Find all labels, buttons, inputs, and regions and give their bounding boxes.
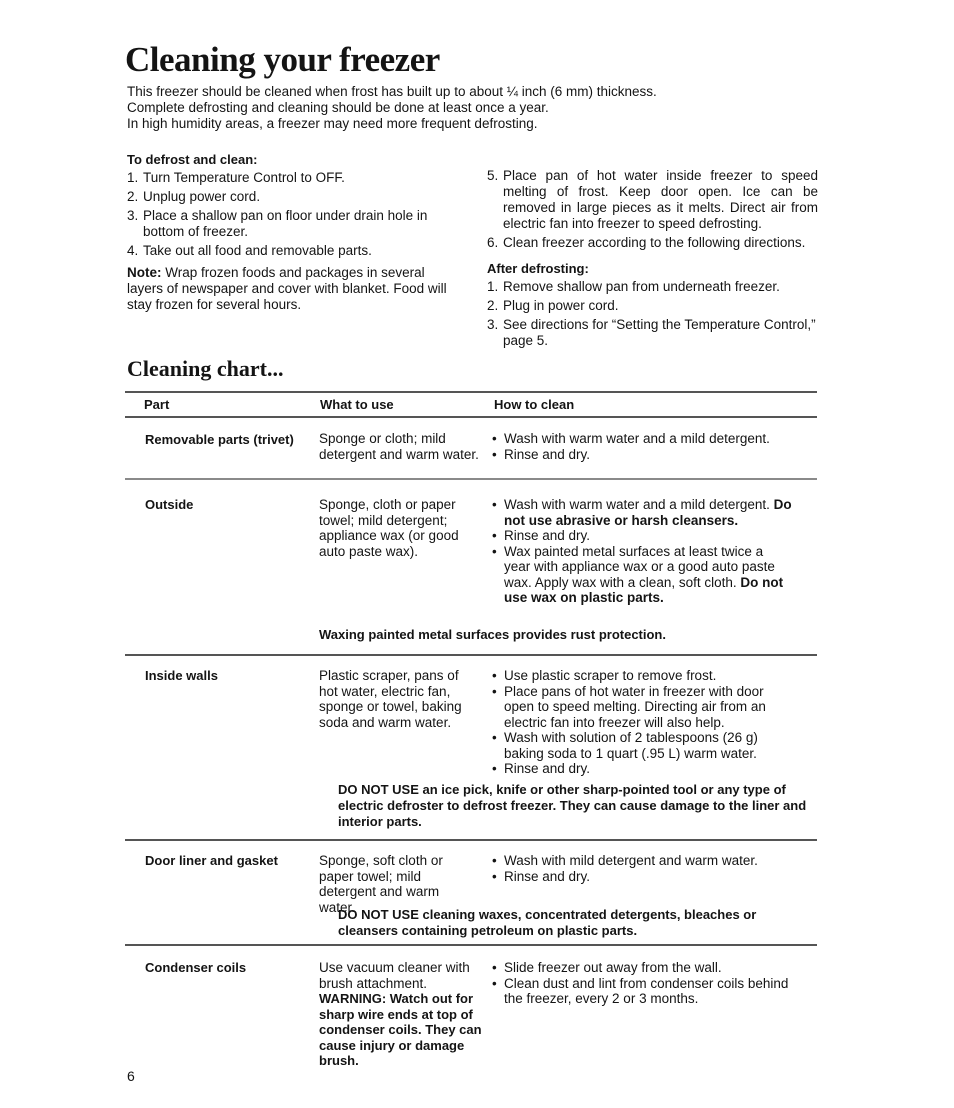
condenser-warning: WARNING: Watch out for sharp wire ends at top of condenser coils. They can cause injury or damage brush. [319,991,482,1068]
defrost-section [127,152,463,313]
defrost-heading: To defrost and clean: [127,152,258,167]
list-item [127,208,463,240]
step-text: Unplug power cord. [143,189,261,204]
row-how-condenser [492,960,802,1007]
list-item: • Clean dust and lint from condenser coils behind the freezer, every 2 or 3 months. [492,976,802,1007]
intro-text [127,84,767,132]
after-steps [487,279,818,349]
divider [125,839,817,841]
row-what-condenser [319,960,484,1069]
divider [125,944,817,946]
step-text: Clean freezer according to the following directions. [503,235,806,250]
row-how-removable [492,431,792,462]
step-number: 2. [127,189,139,204]
after-heading: After defrosting: [487,261,589,276]
step-number: 1. [127,170,139,185]
row-part-outside: Outside [145,497,194,512]
list-item: • Rinse and dry. [492,528,792,544]
row-what-door: Sponge, soft cloth or paper towel; mild detergent and warm water. [319,853,443,915]
row-how-inside [492,668,792,777]
divider [125,478,817,480]
column-header-how: How to clean [494,397,575,412]
step-number: 3. [487,317,499,332]
warning-outside: Waxing painted metal surfaces provides rust protection. [319,627,666,642]
step-text: Place a shallow pan on floor under drain hole in bottom of freezer. [143,208,428,239]
list-item: • Slide freezer out away from the wall. [492,960,802,976]
list-item [127,243,463,259]
how-text: Wash with warm water and a mild detergent. [504,497,770,512]
step-number: 4. [127,243,139,258]
list-item [487,168,818,232]
step-text: Turn Temperature Control to OFF. [143,170,345,185]
defrost-steps-right [487,168,818,352]
list-item [487,298,818,314]
column-header-part: Part [144,397,170,412]
row-part-door: Door liner and gasket [145,853,278,868]
step-number: 3. [127,208,139,223]
column-header-what: What to use [320,397,394,412]
step-number: 2. [487,298,499,313]
note-text: Wrap frozen foods and packages in several layers of newspaper and cover with blanket. Food will stay frozen for several hours. [127,265,447,312]
row-what-removable: Sponge or cloth; mild detergent and warm water. [319,431,479,462]
intro-line: In high humidity areas, a freezer may need more frequent defrosting. [127,116,538,131]
list-item: • Wash with mild detergent and warm water. [492,853,792,869]
list-item: • Rinse and dry. [492,761,792,777]
step-text: Place pan of hot water inside freezer to speed melting of frost. Keep door open. Ice can be removed in large pieces as it melts. Direct air from electric fan into freezer to speed defrosting. [503,168,818,231]
row-what-inside: Plastic scraper, pans of hot water, electric fan, sponge or towel, baking soda and warm water. [319,668,462,730]
how-text: Wax painted metal surfaces at least twice a year with appliance wax or a good auto paste wax. Apply wax with a clean, soft cloth. [504,543,775,590]
note [127,265,463,313]
step-text: See directions for “Setting the Temperature Control,” page 5. [503,317,816,348]
step-text: Take out all food and removable parts. [143,243,372,258]
divider [125,416,817,418]
step-text: Remove shallow pan from underneath freezer. [503,279,780,294]
list-item: • Wash with warm water and a mild detergent. [492,431,792,447]
intro-line: This freezer should be cleaned when frost has built up to about ¼ inch (6 mm) thickness. [127,84,657,99]
defrost-steps-continued [487,168,818,251]
note-label: Note: [127,265,162,280]
what-text: Use vacuum cleaner with brush attachment. [319,960,470,991]
row-how-outside [492,497,792,606]
defrost-steps [127,170,463,259]
list-item [127,170,463,186]
row-part-removable: Removable parts (trivet) [145,432,294,447]
row-how-door [492,853,792,884]
row-part-condenser: Condenser coils [145,960,247,975]
chart-heading: Cleaning chart... [127,356,284,381]
list-item: • Rinse and dry. [492,447,792,463]
intro-line: Complete defrosting and cleaning should be done at least once a year. [127,100,549,115]
divider [125,654,817,656]
how-bold: Do not use abrasive or harsh cleansers. [504,497,792,528]
list-item: • Use plastic scraper to remove frost. [492,668,792,684]
list-item: • Place pans of hot water in freezer with door open to speed melting. Directing air from an electric fan into freezer will also help. [492,684,792,731]
step-number: 5. [487,168,499,183]
warning-inside: DO NOT USE an ice pick, knife or other sharp-pointed tool or any type of electric defroster to defrost freezer. They can cause damage to the liner and interior parts. [338,782,807,829]
step-number: 6. [487,235,499,250]
warning-door: DO NOT USE cleaning waxes, concentrated detergents, bleaches or cleansers containing petroleum on plastic parts. [338,907,757,938]
list-item [487,279,818,295]
row-what-outside: Sponge, cloth or paper towel; mild detergent; appliance wax (or good auto paste wax). [319,497,459,559]
list-item [492,497,792,528]
list-item [487,317,818,349]
list-item [127,189,463,205]
step-number: 1. [487,279,499,294]
list-item [487,235,818,251]
step-text: Plug in power cord. [503,298,619,313]
divider [125,391,817,393]
list-item [492,544,792,606]
page-number: 6 [127,1068,135,1084]
list-item: • Wash with solution of 2 tablespoons (26 g) baking soda to 1 quart (.95 L) warm water. [492,730,792,761]
list-item: • Rinse and dry. [492,869,792,885]
how-bold: Do not use wax on plastic parts. [504,574,784,605]
page-title: Cleaning your freezer [125,40,440,79]
row-part-inside: Inside walls [145,668,218,683]
